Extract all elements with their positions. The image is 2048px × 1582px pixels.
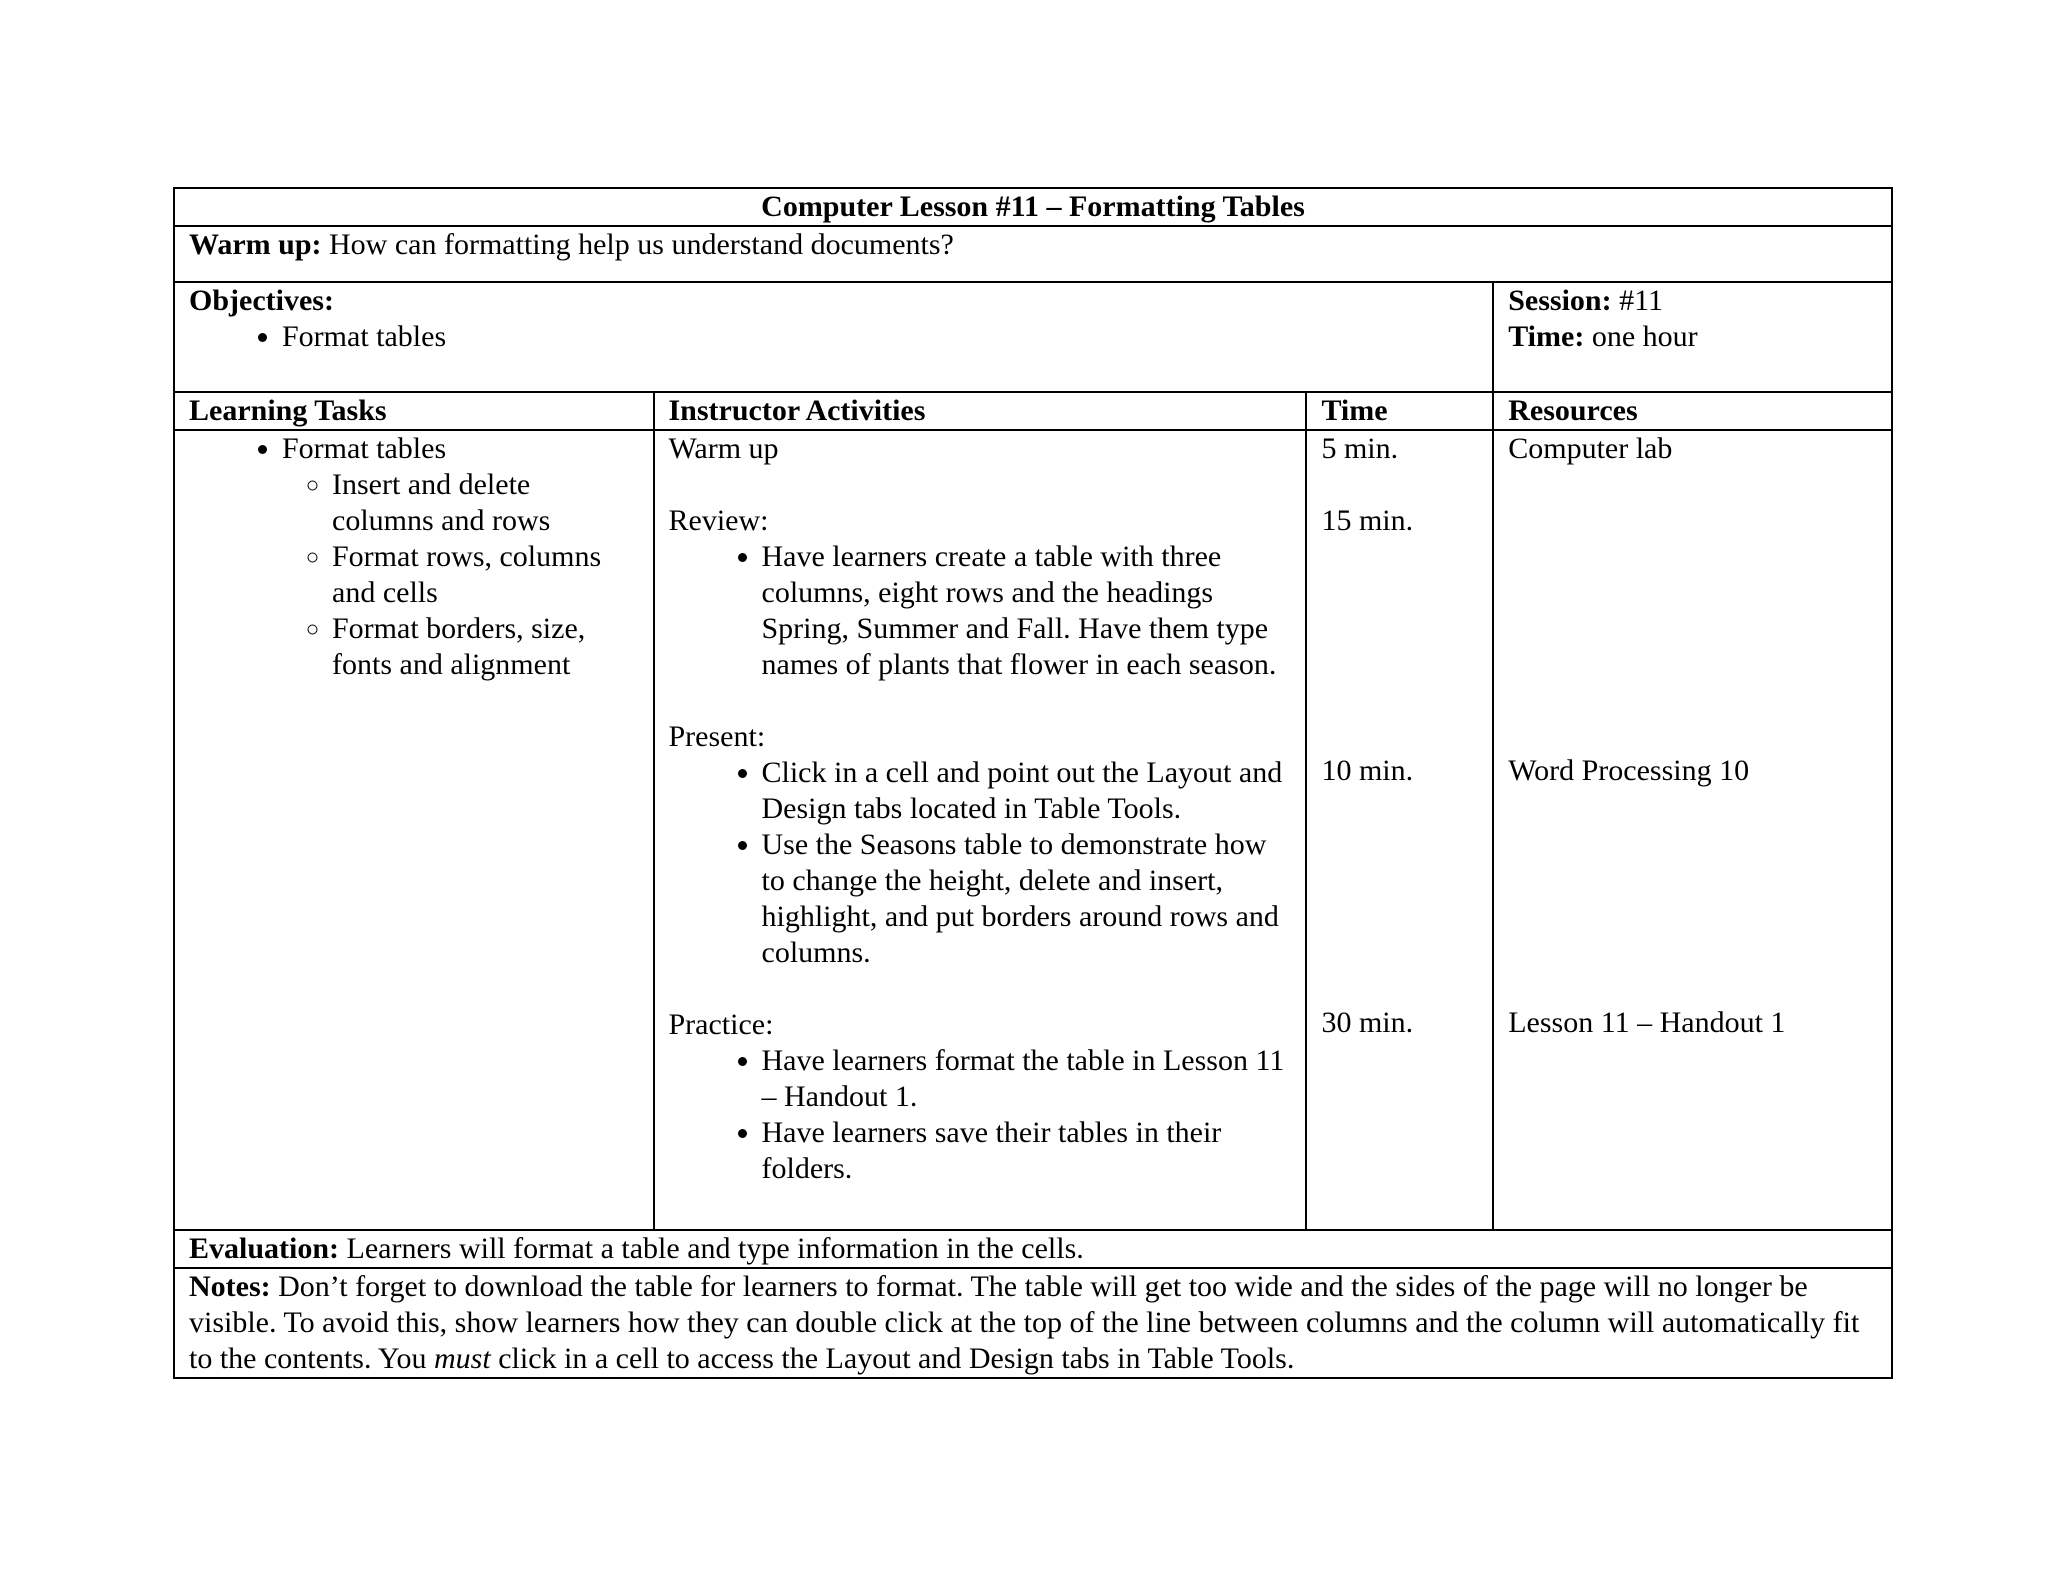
subtask-item: ◦ Insert and delete columns and rows (332, 467, 639, 539)
review-item: • Have learners create a table with three columns, eight rows and the headings Spring, Summer and Fall. Have them type names of plants that flower in each season. (762, 539, 1292, 683)
header-learning-tasks: Learning Tasks (174, 392, 654, 430)
notes-label: Notes: (189, 1270, 271, 1303)
review-list (669, 539, 1292, 683)
subtask-list (282, 467, 639, 683)
resources-cell (1493, 430, 1892, 1230)
header-resources: Resources (1493, 392, 1892, 430)
objectives-label: Objectives: (189, 284, 334, 317)
time-warm-up: 5 min. (1321, 432, 1399, 465)
evaluation-label: Evaluation: (189, 1232, 340, 1265)
notes-text-before: Don’t forget to download the table for learners to format. The table will get too wide and the sides of the page will no longer be visible. To avoid this, show learners how they can double click at the top of the line between columns and the column will automatically fit to the contents. You (189, 1270, 1860, 1375)
time-review: 15 min. (1321, 504, 1414, 537)
header-row (174, 392, 1892, 430)
objectives-list (189, 319, 1478, 355)
time-practice: 30 min. (1321, 1006, 1414, 1039)
practice-label: Practice: (668, 1008, 774, 1041)
learning-task-item (282, 431, 639, 683)
objective-item: • Format tables (282, 319, 1478, 355)
evaluation-row (174, 1230, 1892, 1268)
review-label: Review: (668, 504, 769, 537)
learning-tasks-list (189, 431, 639, 683)
time-label: Time: (1508, 320, 1585, 353)
header-instructor-activities: Instructor Activities (654, 392, 1307, 430)
present-label: Present: (668, 720, 766, 753)
session-label: Session: (1508, 284, 1612, 317)
activity-warm-up: Warm up (668, 432, 779, 465)
objectives-cell (174, 282, 1493, 392)
subtask-item: ◦ Format rows, columns and cells (332, 539, 639, 611)
present-item: • Use the Seasons table to demonstrate how to change the height, delete and insert, highlight, and put borders around rows and columns. (762, 827, 1292, 971)
notes-text-after: click in a cell to access the Layout and Design tabs in Table Tools. (490, 1342, 1295, 1375)
warm-up-row (174, 226, 1892, 282)
session-value: #11 (1611, 284, 1663, 317)
header-time: Time (1306, 392, 1493, 430)
instructor-activities-cell (654, 430, 1307, 1230)
time-present: 10 min. (1321, 754, 1414, 787)
practice-list (669, 1043, 1292, 1187)
warm-up-question: How can formatting help us understand documents? (321, 228, 954, 261)
resource-handout: Lesson 11 – Handout 1 (1508, 1006, 1786, 1039)
session-cell (1493, 282, 1892, 392)
evaluation-cell (174, 1230, 1892, 1268)
title-row (174, 188, 1892, 226)
present-item: • Click in a cell and point out the Layout and Design tabs located in Table Tools. (762, 755, 1292, 827)
practice-item: • Have learners format the table in Lesson 11 – Handout 1. (762, 1043, 1292, 1115)
objectives-row (174, 282, 1892, 392)
resource-computer-lab: Computer lab (1508, 432, 1673, 465)
evaluation-text: Learners will format a table and type information in the cells. (339, 1232, 1084, 1265)
notes-row (174, 1268, 1892, 1378)
practice-item: • Have learners save their tables in their folders. (762, 1115, 1292, 1187)
subtask-item: ◦ Format borders, size, fonts and alignment (332, 611, 639, 683)
lesson-plan-table (173, 187, 1893, 1379)
lesson-title: Computer Lesson #11 – Formatting Tables (174, 188, 1892, 226)
resource-word-processing: Word Processing 10 (1508, 754, 1750, 787)
present-list (669, 755, 1292, 971)
time-cell (1306, 430, 1493, 1230)
learning-task-main: Format tables (282, 432, 447, 465)
notes-cell (174, 1268, 1892, 1378)
body-row (174, 430, 1892, 1230)
warm-up-label: Warm up: (189, 228, 322, 261)
learning-tasks-cell (174, 430, 654, 1230)
warm-up-cell (174, 226, 1892, 282)
notes-emphasis: must (434, 1342, 491, 1375)
time-value: one hour (1584, 320, 1698, 353)
